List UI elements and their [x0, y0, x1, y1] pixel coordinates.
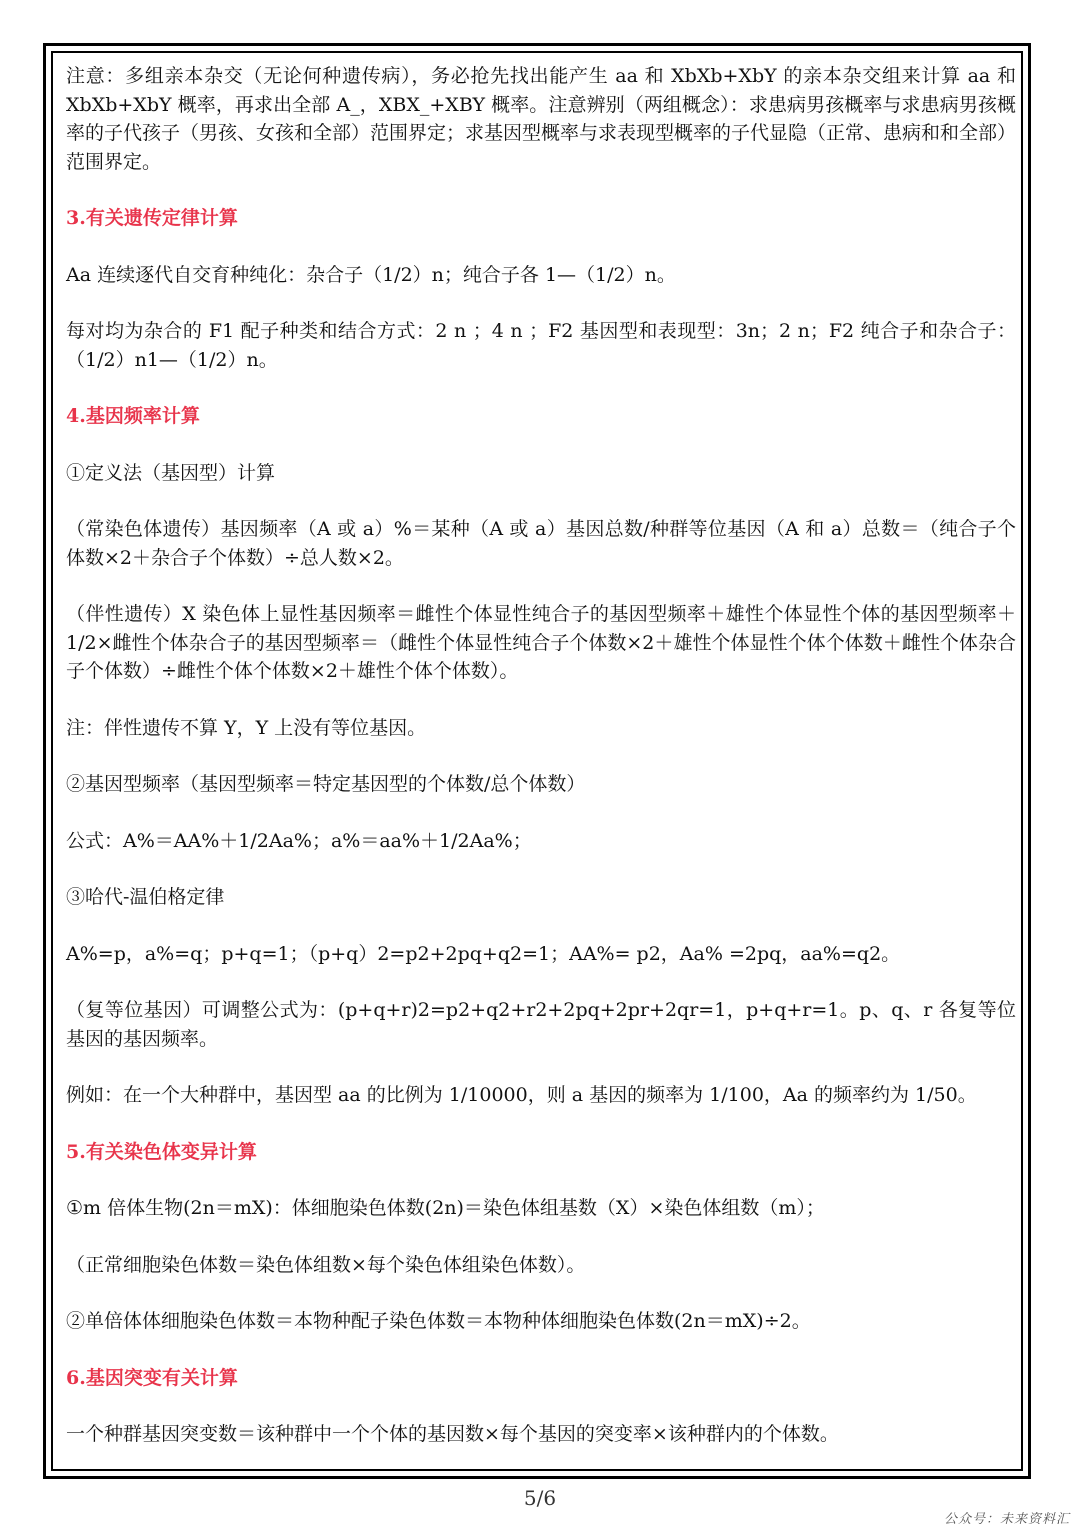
section-4-paragraph-2: （常染色体遗传）基因频率（A 或 a）%＝某种（A 或 a）基因总数/种群等位基因（A 和 a）总数＝（纯合子个体数×2＋杂合子个体数）÷总人数×2。	[66, 518, 1016, 569]
section-6-heading: 6.基因突变有关计算	[66, 1366, 238, 1389]
section-4-paragraph-8: A%=p，a%=q；p+q=1；（p+q）2=p2+2pq+q2=1；AA%= p2，Aa% =2pq，aa%=q2。	[66, 942, 901, 965]
section-5-paragraph-1: ①m 倍体生物(2n＝mX)：体细胞染色体数(2n)＝染色体组基数（X）×染色体组数（m）；	[66, 1197, 825, 1219]
section-4-paragraph-5: ②基因型频率（基因型频率＝特定基因型的个体数/总个体数）	[66, 773, 586, 795]
section-4-paragraph-1: ①定义法（基因型）计算	[66, 461, 276, 484]
section-4-heading: 4.基因频率计算	[66, 405, 200, 427]
section-3-heading: 3.有关遗传定律计算	[66, 207, 238, 229]
section-3-paragraph-1: Aa 连续逐代自交育种纯化：杂合子（1/2）n；纯合子各 1—（1/2）n。	[66, 263, 676, 286]
section-3-paragraph-2: 每对均为杂合的 F1 配子种类和结合方式：2 n ；4 n ；F2 基因型和表现型：3n；2 n；F2 纯合子和杂合子：（1/2）n1—（1/2）n。	[66, 320, 1016, 371]
section-4-paragraph-9: （复等位基因）可调整公式为：(p+q+r)2=p2+q2+r2+2pq+2pr+2qr=1，p+q+r=1。p、q、r 各复等位基因的基因频率。	[66, 999, 1016, 1050]
section-5-heading: 5.有关染色体变异计算	[66, 1140, 257, 1163]
watermark: 公众号：未来资料汇	[943, 1512, 1070, 1527]
section-4-paragraph-4: 注：伴性遗传不算 Y，Y 上没有等位基因。	[66, 716, 427, 739]
section-5-paragraph-2: （正常细胞染色体数＝染色体组数×每个染色体组染色体数）。	[66, 1253, 586, 1276]
section-5-paragraph-3: ②单倍体体细胞染色体数＝本物种配子染色体数＝本物种体细胞染色体数(2n＝mX)÷2。	[66, 1310, 811, 1332]
section-4-paragraph-6: 公式：A%＝AA%＋1/2Aa%；a%＝aa%＋1/2Aa%；	[66, 829, 532, 852]
section-4-paragraph-7: ③哈代-温伯格定律	[66, 886, 225, 908]
section-4-paragraph-3: （伴性遗传）X 染色体上显性基因频率＝雌性个体显性纯合子的基因型频率＋雄性个体显性个体的基因型频率＋1/2×雌性个体杂合子的基因型频率＝（雌性个体显性纯合子个体数×2＋雄性个体显性个体个体数＋雌性个体杂合子个体数）÷雌性个体个体数×2＋雄性个体个体数）。	[66, 603, 1016, 682]
page-number: 5/6	[523, 1486, 557, 1510]
note-paragraph: 注意：多组亲本杂交（无论何种遗传病），务必抢先找出能产生 aa 和 XbXb+XbY 的亲本杂交组来计算 aa 和 XbXb+XbY 概率，再求出全部 A_，XBX_+XBY 概率。注意辨别（两组概念）：求患病男孩概率与求患病男孩概率的子代孩子（男孩、女孩和全部）范围界定；求基因型概率与求表现型概率的子代显隐（正常、患病和和全部）范围界定。	[66, 65, 1017, 173]
section-6-paragraph-1: 一个种群基因突变数＝该种群中一个个体的基因数×每个基因的突变率×该种群内的个体数。	[66, 1423, 839, 1445]
section-4-paragraph-10: 例如：在一个大种群中，基因型 aa 的比例为 1/10000，则 a 基因的频率为 1/100，Aa 的频率约为 1/50。	[66, 1084, 977, 1106]
document-body	[66, 62, 1016, 1477]
